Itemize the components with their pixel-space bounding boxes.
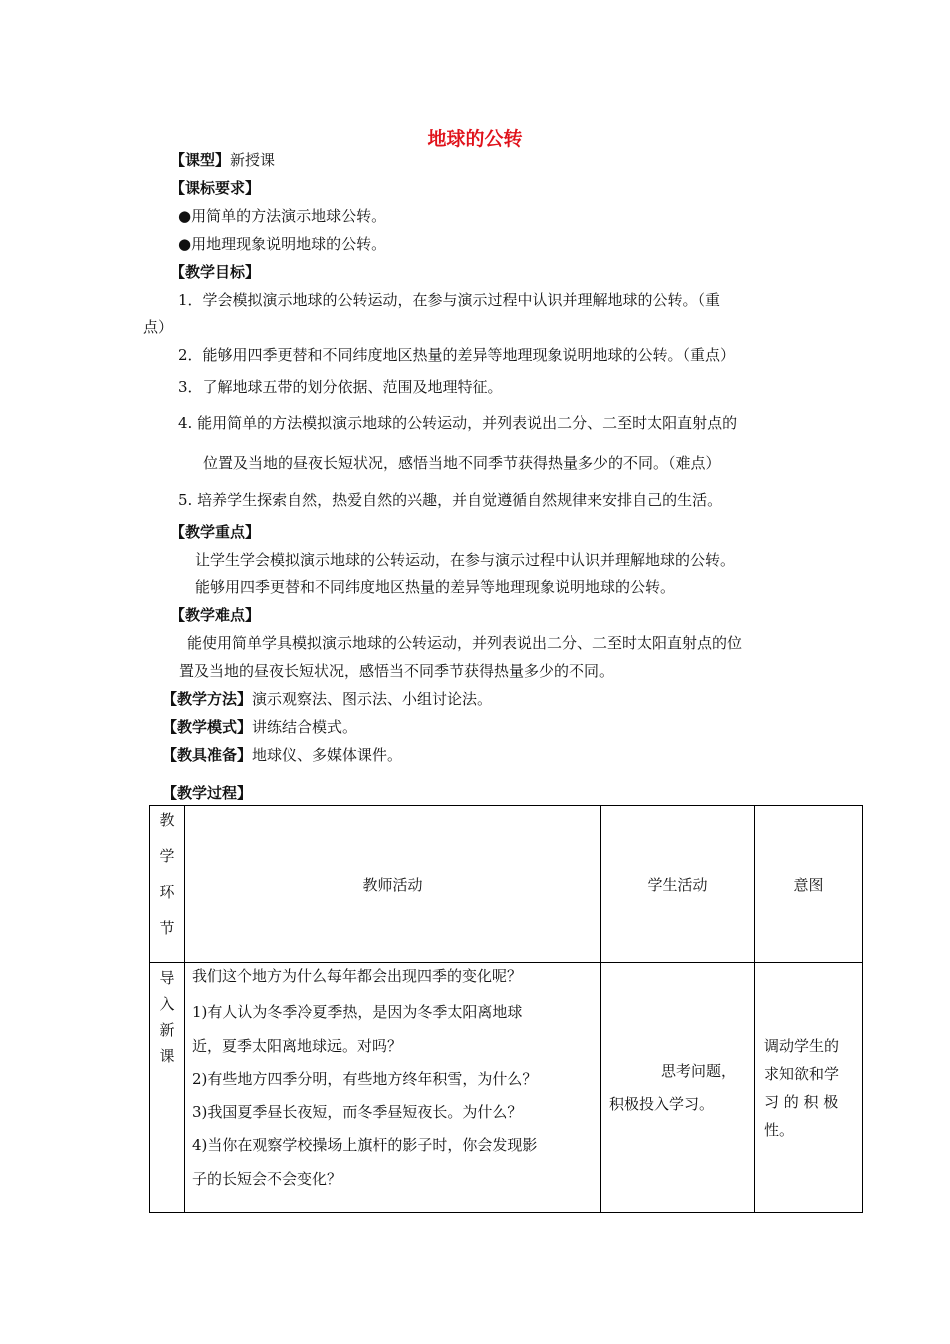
row-stage-char: 导 bbox=[159, 969, 175, 987]
tools-value: 地球仪、多媒体课件。 bbox=[252, 746, 403, 764]
tools-label: 【教具准备】 bbox=[162, 746, 253, 764]
goals-heading: 【教学目标】 bbox=[170, 263, 261, 281]
intent-line: 性。 bbox=[764, 1120, 795, 1139]
difficulties-heading: 【教学难点】 bbox=[170, 606, 261, 624]
goals-item: 5. 培养学生探索自然，热爱自然的兴趣，并自觉遵循自然规律来安排自己的生活。 bbox=[178, 491, 723, 509]
row-stage-char: 入 bbox=[159, 995, 175, 1013]
goals-item-continued: 位置及当地的昼夜长短状况，感悟当地不同季节获得热量多少的不同。（难点） bbox=[203, 454, 721, 472]
page-title: 地球的公转 bbox=[427, 128, 523, 150]
teacher-activity-line: 子的长短会不会变化？ bbox=[192, 1170, 343, 1188]
key-points-heading: 【教学重点】 bbox=[170, 523, 261, 541]
header-teacher-cell bbox=[185, 806, 601, 963]
header-stage-char: 环 bbox=[159, 883, 175, 901]
goals-item: 2．能够用四季更替和不同纬度地区热量的差异等地理现象说明地球的公转。（重点） bbox=[178, 346, 736, 364]
standards-item: ●用地理现象说明地球的公转。 bbox=[178, 235, 387, 253]
mode-value: 讲练结合模式。 bbox=[252, 718, 358, 736]
key-point: 能够用四季更替和不同纬度地区热量的差异等地理现象说明地球的公转。 bbox=[195, 578, 676, 596]
student-activity-line: 积极投入学习。 bbox=[609, 1095, 715, 1113]
row-teacher-cell bbox=[185, 963, 601, 1213]
header-intent-cell bbox=[755, 806, 863, 963]
header-student-label: 学生活动 bbox=[647, 875, 708, 894]
mode-label: 【教学模式】 bbox=[162, 718, 253, 736]
goals-item: 1．学会模拟演示地球的公转运动，在参与演示过程中认识并理解地球的公转。（重 bbox=[178, 291, 721, 309]
header-stage-cell bbox=[150, 806, 185, 963]
student-activity-line: 思考问题， bbox=[661, 1062, 737, 1080]
method-label: 【教学方法】 bbox=[162, 690, 253, 708]
header-student-cell bbox=[601, 806, 755, 963]
header-stage-char: 节 bbox=[159, 919, 175, 937]
teacher-activity-line: 1)有人认为冬季冷夏季热，是因为冬季太阳离地球 bbox=[192, 1003, 523, 1021]
lesson-type-label: 【课型】 bbox=[170, 151, 231, 169]
difficulty-line: 置及当地的昼夜长短状况，感悟当不同季节获得热量多少的不同。 bbox=[179, 662, 615, 680]
row-stage-cell bbox=[150, 963, 185, 1213]
header-teacher-label: 教师活动 bbox=[362, 875, 423, 894]
method-value: 演示观察法、图示法、小组讨论法。 bbox=[252, 690, 493, 708]
tools-line bbox=[162, 745, 402, 765]
teacher-activity-line: 2)有些地方四季分明，有些地方终年积雪，为什么？ bbox=[192, 1070, 538, 1088]
header-stage-char: 学 bbox=[159, 847, 175, 865]
goals-item-continued: 点） bbox=[143, 318, 174, 336]
standards-item: ●用简单的方法演示地球公转。 bbox=[178, 207, 387, 225]
row-stage-char: 课 bbox=[159, 1047, 175, 1065]
process-heading: 【教学过程】 bbox=[162, 784, 253, 802]
intent-line: 习 的 积 极 bbox=[764, 1092, 839, 1111]
teacher-activity-line: 近，夏季太阳离地球远。对吗？ bbox=[192, 1037, 403, 1055]
row-stage-char: 新 bbox=[159, 1021, 175, 1039]
row-intent-cell bbox=[755, 963, 863, 1213]
header-intent-label: 意图 bbox=[793, 875, 824, 894]
standards-heading: 【课标要求】 bbox=[170, 179, 261, 197]
table-header-row bbox=[150, 806, 863, 963]
intent-line: 调动学生的 bbox=[764, 1036, 840, 1055]
lesson-type-value: 新授课 bbox=[230, 151, 276, 169]
mode-line bbox=[162, 717, 357, 737]
difficulty-line: 能使用简单学具模拟演示地球的公转运动，并列表说出二分、二至时太阳直射点的位 bbox=[187, 634, 743, 652]
intent-line: 求知欲和学 bbox=[764, 1064, 840, 1083]
teacher-activity-line: 我们这个地方为什么每年都会出现四季的变化呢？ bbox=[192, 967, 523, 985]
key-point: 让学生学会模拟演示地球的公转运动，在参与演示过程中认识并理解地球的公转。 bbox=[195, 551, 736, 569]
row-student-cell bbox=[601, 963, 755, 1213]
process-table bbox=[149, 805, 863, 1213]
lesson-type-line bbox=[170, 150, 275, 170]
goals-item: 3．了解地球五带的划分依据、范围及地理特征。 bbox=[178, 378, 503, 396]
teacher-activity-line: 4)当你在观察学校操场上旗杆的影子时，你会发现影 bbox=[192, 1136, 538, 1154]
header-stage-char: 教 bbox=[159, 811, 175, 829]
teacher-activity-line: 3)我国夏季昼长夜短，而冬季昼短夜长。为什么？ bbox=[192, 1103, 523, 1121]
method-line bbox=[162, 689, 492, 709]
table-row bbox=[150, 963, 863, 1213]
goals-item: 4. 能用简单的方法模拟演示地球的公转运动，并列表说出二分、二至时太阳直射点的 bbox=[178, 414, 738, 432]
